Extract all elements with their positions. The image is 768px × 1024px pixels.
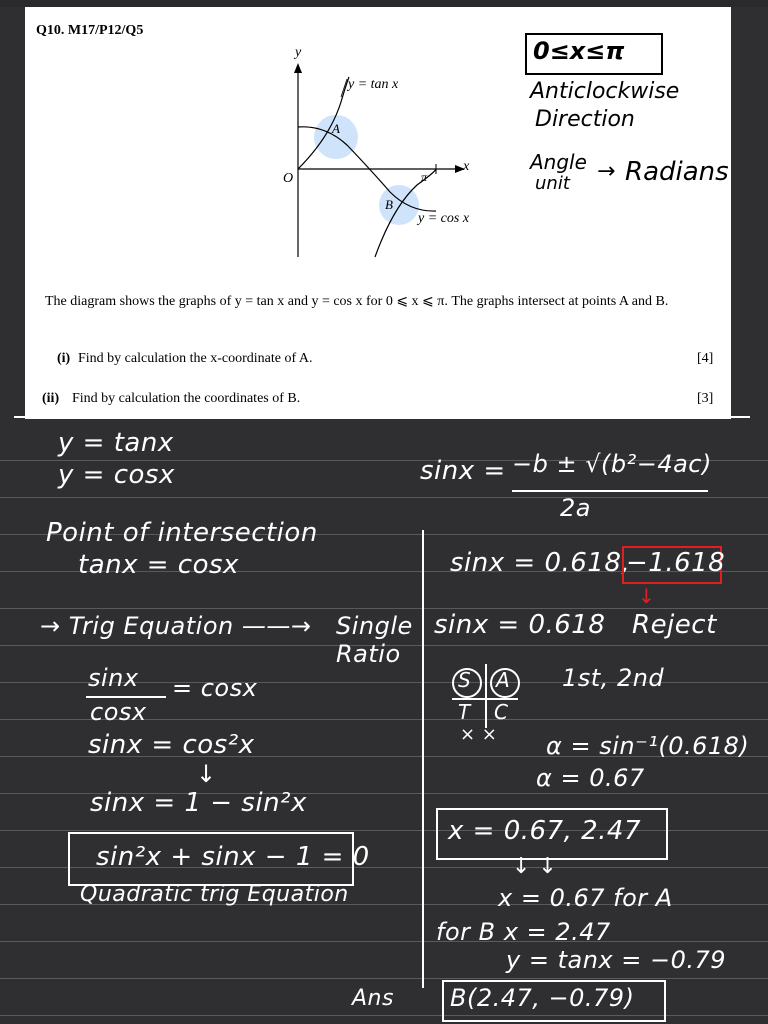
x-axis-label: x xyxy=(463,159,470,174)
part-i-marks: [4] xyxy=(697,351,714,366)
roots: sinx = 0.618, xyxy=(450,548,631,578)
part-i-text: Find by calculation the x-coordinate of A. xyxy=(78,351,313,366)
column-divider xyxy=(422,530,424,988)
direction-line-1: Anticlockwise xyxy=(530,79,680,104)
reject-label: Reject xyxy=(632,610,717,640)
trig-equation-label: → Trig Equation ——→ xyxy=(40,612,312,640)
for-b-line: for B x = 2.47 xyxy=(436,918,611,946)
point-a-label: A xyxy=(332,121,340,136)
direction-line-2: Direction xyxy=(535,107,635,132)
formula-bar xyxy=(512,490,708,492)
fraction-numerator: sinx xyxy=(88,664,139,692)
eq-cos: y = cosx xyxy=(58,460,175,490)
final-answer: B(2.47, −0.79) xyxy=(450,984,635,1012)
eq-tan: y = tanx xyxy=(58,428,174,458)
question-text: The diagram shows the graphs of y = tan x and y = cos x for 0 ⩽ x ⩽ π. The graphs intersect at points A and B. xyxy=(45,294,669,309)
angle-arrow: → xyxy=(597,159,616,184)
answer-label: Ans xyxy=(352,986,394,1011)
quadrant-vertical xyxy=(485,664,487,728)
part-ii-text: Find by calculation the coordinates of B. xyxy=(72,391,301,406)
top-bar xyxy=(0,0,768,7)
point-b-label: B xyxy=(385,197,393,212)
ruled-line xyxy=(0,608,768,609)
ratio-label: Ratio xyxy=(336,640,401,668)
y-axis-arrow xyxy=(294,63,302,73)
ruled-line xyxy=(0,978,768,979)
quadratic-label: Quadratic trig Equation xyxy=(80,882,349,907)
part-ii-marks: [3] xyxy=(697,391,714,406)
intersection-heading: Point of intersection xyxy=(46,518,318,548)
tan-leader xyxy=(341,79,347,97)
separator-line xyxy=(14,416,750,418)
radians-text: Radians xyxy=(625,157,729,187)
domain-text: 0≤x≤π xyxy=(533,37,625,65)
pi-label: π xyxy=(421,170,428,184)
question-title: Q10. M17/P12/Q5 xyxy=(36,23,144,38)
formula-denominator: 2a xyxy=(560,494,591,522)
alpha-value: α = 0.67 xyxy=(536,764,645,792)
part-ii-number: (ii) xyxy=(42,391,60,406)
formula-lhs: sinx = xyxy=(420,456,506,486)
angle-line-2: unit xyxy=(535,173,570,194)
formula-numerator: −b ± √(b²−4ac) xyxy=(512,450,712,478)
for-a-line: x = 0.67 for A xyxy=(498,884,673,912)
quadrant-crosses: × × xyxy=(460,724,498,745)
single-label: Single xyxy=(336,612,413,640)
ruled-line xyxy=(0,497,768,498)
down-arrow: ↓ xyxy=(196,760,217,788)
y-axis-label: y xyxy=(295,45,302,60)
step-three: sinx = 1 − sin²x xyxy=(90,788,307,818)
ruled-line xyxy=(0,941,768,942)
tan-label: y = tan x xyxy=(348,77,399,92)
intersect-eq: tanx = cosx xyxy=(78,550,239,580)
cos-label: y = cos x xyxy=(418,211,470,226)
quadratic-equation: sin²x + sinx − 1 = 0 xyxy=(96,842,370,872)
solution-arrows: ↓ ↓ xyxy=(512,854,558,879)
quadrant-s: S xyxy=(458,668,472,692)
angle-line-1: Angle xyxy=(530,150,587,174)
solution: x = 0.67, 2.47 xyxy=(448,816,642,846)
fraction-denominator: cosx xyxy=(90,698,147,726)
kept-root: sinx = 0.618 xyxy=(434,610,606,640)
quadrant-t: T xyxy=(458,700,471,724)
quadrant-a: A xyxy=(496,668,511,692)
quadrants-label: 1st, 2nd xyxy=(562,664,665,692)
question-paper xyxy=(25,7,731,419)
red-down-arrow: ↓ xyxy=(638,584,656,608)
origin-label: O xyxy=(283,171,294,186)
rejected-root: −1.618 xyxy=(626,548,726,578)
fraction-rhs: = cosx xyxy=(172,674,258,702)
alpha-expression: α = sin⁻¹(0.618) xyxy=(546,732,750,760)
part-i-number: (i) xyxy=(57,351,71,366)
quadrant-c: C xyxy=(494,700,509,724)
y-value-line: y = tanx = −0.79 xyxy=(506,946,727,974)
step-two: sinx = cos²x xyxy=(88,730,255,760)
